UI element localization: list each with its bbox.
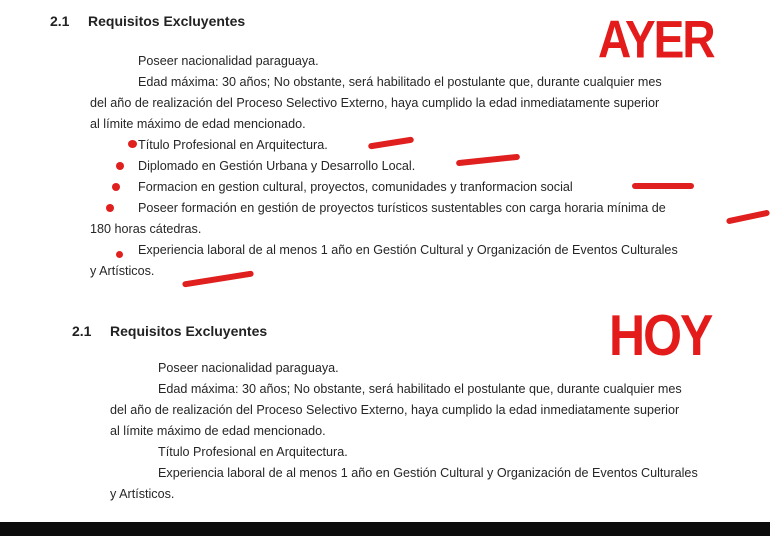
requirement-line: Título Profesional en Arquitectura. <box>138 138 328 152</box>
section-heading <box>50 13 245 29</box>
hoy-document-panel <box>0 300 770 522</box>
requirement-line: 180 horas cátedras. <box>90 222 202 236</box>
requirement-line: Poseer formación en gestión de proyectos turísticos sustentables con carga horaria mínima de <box>138 201 666 215</box>
annotation-dot <box>112 183 120 191</box>
section-title: Requisitos Excluyentes <box>88 13 246 29</box>
requirement-line: del año de realización del Proceso Selectivo Externo, haya cumplido la edad inmediatamente superior <box>90 96 660 110</box>
requirement-line: Formacion en gestion cultural, proyectos, comunidades y tranformacion social <box>138 180 573 194</box>
requirement-line: y Artísticos. <box>110 487 175 501</box>
annotation-stroke <box>726 209 770 224</box>
bottom-black-bar <box>0 522 770 536</box>
requirement-line: Poseer nacionalidad paraguaya. <box>158 361 339 375</box>
annotation-stroke <box>368 136 414 149</box>
requirement-line: del año de realización del Proceso Selectivo Externo, haya cumplido la edad inmediatamente superior <box>110 403 680 417</box>
section-heading <box>72 323 267 339</box>
section-title: Requisitos Excluyentes <box>110 323 268 339</box>
requirement-line: al límite máximo de edad mencionado. <box>110 424 326 438</box>
requirement-line: Experiencia laboral de al menos 1 año en Gestión Cultural y Organización de Eventos Culturales <box>158 466 698 480</box>
requirement-line: al límite máximo de edad mencionado. <box>90 117 306 131</box>
annotation-stroke <box>632 183 694 189</box>
requirement-line: Título Profesional en Arquitectura. <box>158 445 348 459</box>
requirement-line: y Artísticos. <box>90 264 155 278</box>
section-number: 2.1 <box>72 323 92 339</box>
annotation-stroke <box>456 154 520 167</box>
annotation-stroke <box>182 270 254 287</box>
annotation-dot <box>128 140 137 148</box>
annotation-dot <box>106 204 114 212</box>
section-number: 2.1 <box>50 13 70 29</box>
requirement-line: Diplomado en Gestión Urbana y Desarrollo Local. <box>138 159 416 173</box>
annotation-dot <box>116 162 124 170</box>
requirement-line: Experiencia laboral de al menos 1 año en Gestión Cultural y Organización de Eventos Culturales <box>138 243 678 257</box>
requirement-line: Poseer nacionalidad paraguaya. <box>138 54 319 68</box>
hoy-stamp: HOY <box>609 303 712 368</box>
requirement-line: Edad máxima: 30 años; No obstante, será habilitado el postulante que, durante cualquier mes <box>158 382 682 396</box>
requirement-line: Edad máxima: 30 años; No obstante, será habilitado el postulante que, durante cualquier mes <box>138 75 662 89</box>
ayer-stamp: AYER <box>598 9 714 69</box>
annotation-dot <box>116 251 123 258</box>
